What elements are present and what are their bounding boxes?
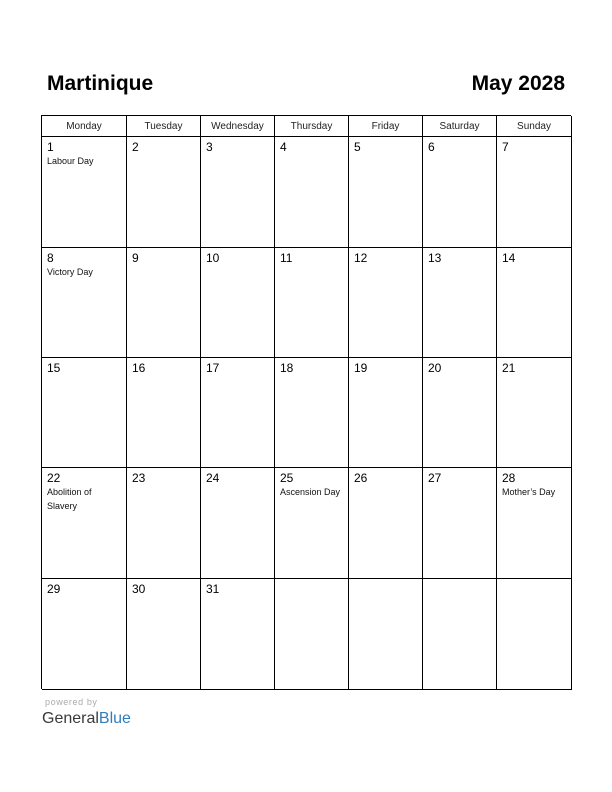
day-cell [201,358,275,468]
holiday-label: Labour Day [47,156,94,166]
day-cell [423,248,497,358]
day-number: 7 [502,140,509,154]
day-number: 17 [206,361,220,375]
day-number: 11 [280,251,293,265]
day-number: 12 [354,251,368,265]
day-number: 21 [502,361,516,375]
day-cell [349,358,423,468]
holiday-label: Victory Day [47,267,93,277]
weekday-header-tuesday: Tuesday [127,116,201,137]
day-number: 30 [132,582,146,596]
day-number: 14 [502,251,516,265]
day-cell [497,358,572,468]
day-cell [275,468,349,579]
day-cell [127,248,201,358]
day-cell [127,468,201,579]
day-cell [275,358,349,468]
day-number: 20 [428,361,442,375]
day-number: 24 [206,471,220,485]
day-number: 22 [47,471,61,485]
day-cell [42,248,127,358]
day-number: 1 [47,140,54,154]
day-number: 13 [428,251,442,265]
day-number: 6 [428,140,435,154]
day-cell [201,248,275,358]
day-number: 10 [206,251,220,265]
day-cell [423,137,497,248]
day-number: 19 [354,361,368,375]
month-year-title: May 2028 [471,72,565,95]
holiday-label: Mother’s Day [502,487,556,497]
day-number: 18 [280,361,294,375]
region-title: Martinique [47,72,154,95]
day-cell [42,358,127,468]
day-cell [497,137,572,248]
empty-day-cell [497,579,572,690]
weekday-header-sunday: Sunday [497,116,572,137]
day-cell [423,358,497,468]
day-cell [349,468,423,579]
weekday-header-wednesday: Wednesday [201,116,275,137]
day-number: 25 [280,471,294,485]
day-number: 15 [47,361,61,375]
holiday-label: Ascension Day [280,487,341,497]
day-cell [275,248,349,358]
day-cell [349,137,423,248]
day-cell [201,137,275,248]
empty-day-cell [349,579,423,690]
day-number: 27 [428,471,442,485]
empty-day-cell [423,579,497,690]
day-number: 8 [47,251,54,265]
brand-general-text: General [42,710,99,727]
footer-branding [42,697,131,729]
day-cell [42,468,127,579]
day-cell [42,579,127,690]
day-cell [497,248,572,358]
day-number: 5 [354,140,361,154]
holiday-label: Abolition of Slavery [47,487,92,511]
weekday-header-thursday: Thursday [275,116,349,137]
day-number: 9 [132,251,139,265]
day-cell [42,137,127,248]
empty-day-cell [275,579,349,690]
day-number: 23 [132,471,146,485]
day-cell [201,579,275,690]
day-cell [127,358,201,468]
weekday-header-friday: Friday [349,116,423,137]
weekday-header-saturday: Saturday [423,116,497,137]
powered-by-text: powered by [45,697,98,707]
calendar-grid [41,115,571,689]
day-number: 3 [206,140,213,154]
day-number: 4 [280,140,287,154]
day-number: 26 [354,471,368,485]
day-cell [275,137,349,248]
day-cell [127,579,201,690]
generalblue-logo[interactable] [42,709,131,729]
day-cell [349,248,423,358]
day-number: 28 [502,471,516,485]
day-number: 29 [47,582,61,596]
day-cell [127,137,201,248]
day-cell [423,468,497,579]
brand-blue-text: Blue [98,710,131,727]
day-number: 31 [206,582,220,596]
day-cell [201,468,275,579]
day-cell [497,468,572,579]
day-number: 2 [132,140,139,154]
day-number: 16 [132,361,146,375]
weekday-header-monday: Monday [42,116,127,137]
